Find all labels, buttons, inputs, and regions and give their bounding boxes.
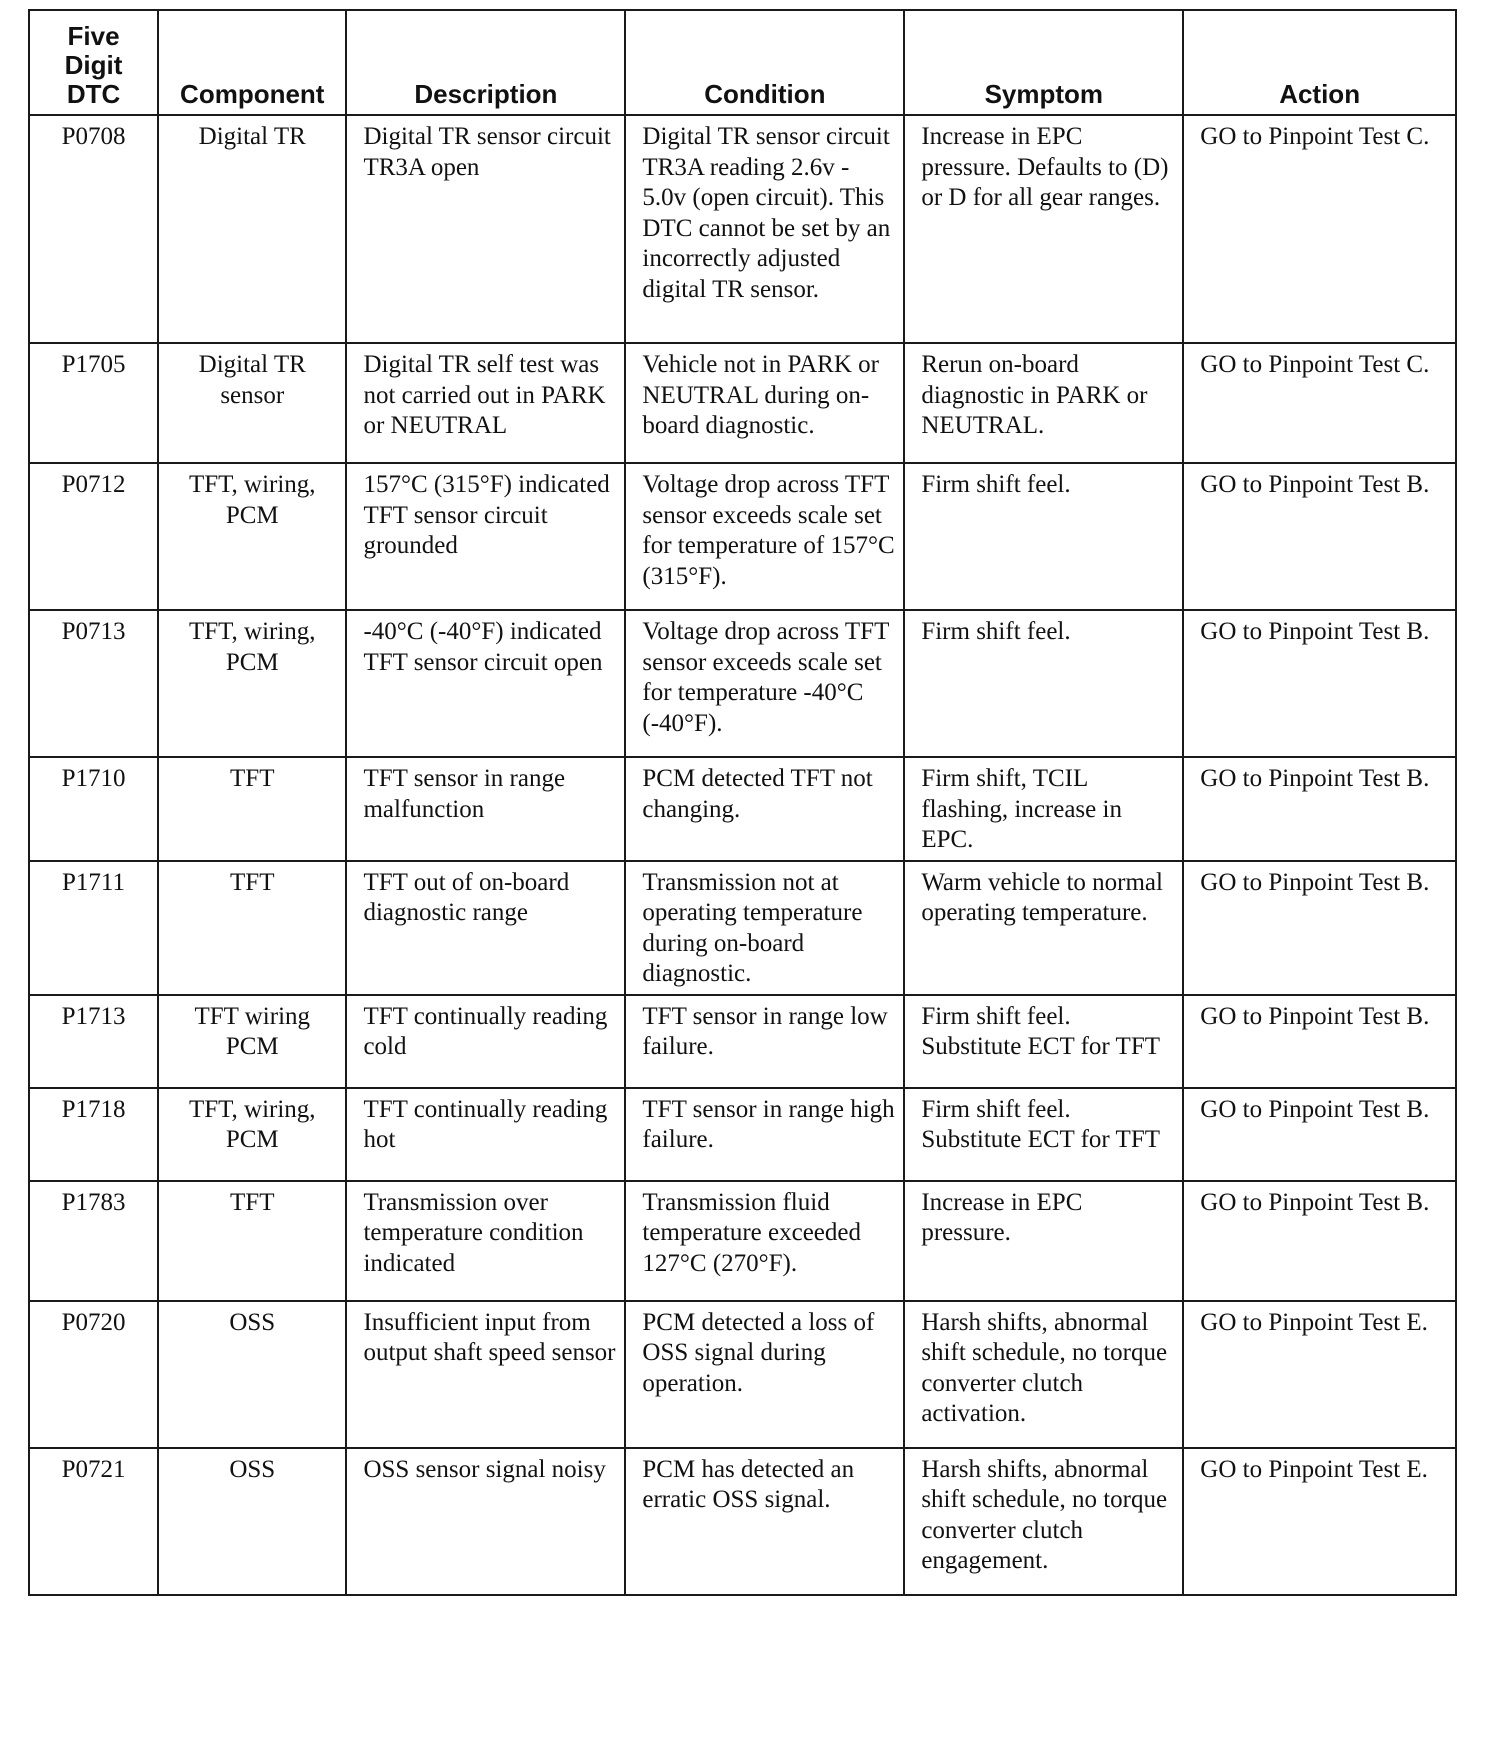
- header-dtc: [29, 10, 158, 115]
- description-cell: TFT continually reading cold: [346, 995, 625, 1088]
- header-symptom: Symptom: [904, 10, 1183, 115]
- condition-cell: Transmission not at operating temperature during on-board diagnostic.: [625, 861, 904, 995]
- condition-cell: TFT sensor in range low failure.: [625, 995, 904, 1088]
- action-cell: GO to Pinpoint Test B.: [1183, 1181, 1456, 1301]
- action-cell: GO to Pinpoint Test E.: [1183, 1301, 1456, 1448]
- table-row: [29, 757, 1456, 861]
- component-cell: Digital TR sensor: [158, 343, 346, 463]
- dtc-code-cell: P1711: [29, 861, 158, 995]
- component-cell: OSS: [158, 1448, 346, 1595]
- condition-cell: Voltage drop across TFT sensor exceeds scale set for temperature -40°C (-40°F).: [625, 610, 904, 757]
- condition-cell: Vehicle not in PARK or NEUTRAL during on-board diagnostic.: [625, 343, 904, 463]
- action-cell: GO to Pinpoint Test B.: [1183, 463, 1456, 610]
- description-cell: OSS sensor signal noisy: [346, 1448, 625, 1595]
- condition-cell: PCM has detected an erratic OSS signal.: [625, 1448, 904, 1595]
- table-row: [29, 115, 1456, 343]
- symptom-cell: Firm shift feel.: [904, 610, 1183, 757]
- dtc-code-cell: P0713: [29, 610, 158, 757]
- description-cell: Digital TR self test was not carried out in PARK or NEUTRAL: [346, 343, 625, 463]
- header-condition: Condition: [625, 10, 904, 115]
- table-row: [29, 861, 1456, 995]
- dtc-code-cell: P1705: [29, 343, 158, 463]
- component-cell: TFT: [158, 1181, 346, 1301]
- table-row: [29, 463, 1456, 610]
- dtc-code-cell: P1713: [29, 995, 158, 1088]
- action-cell: GO to Pinpoint Test B.: [1183, 861, 1456, 995]
- dtc-code-cell: P1710: [29, 757, 158, 861]
- header-dtc-line: Digit: [64, 50, 123, 80]
- symptom-cell: Firm shift feel. Substitute ECT for TFT: [904, 1088, 1183, 1181]
- dtc-code-cell: P0712: [29, 463, 158, 610]
- symptom-cell: Harsh shifts, abnormal shift schedule, no torque converter clutch engagement.: [904, 1448, 1183, 1595]
- description-cell: TFT sensor in range malfunction: [346, 757, 625, 861]
- action-cell: GO to Pinpoint Test B.: [1183, 610, 1456, 757]
- component-cell: OSS: [158, 1301, 346, 1448]
- action-cell: GO to Pinpoint Test E.: [1183, 1448, 1456, 1595]
- description-cell: Transmission over temperature condition indicated: [346, 1181, 625, 1301]
- dtc-table: [28, 9, 1457, 1596]
- description-cell: TFT out of on-board diagnostic range: [346, 861, 625, 995]
- description-cell: Insufficient input from output shaft speed sensor: [346, 1301, 625, 1448]
- dtc-code-cell: P0720: [29, 1301, 158, 1448]
- component-cell: Digital TR: [158, 115, 346, 343]
- header-row: [29, 10, 1456, 115]
- component-cell: TFT, wiring, PCM: [158, 463, 346, 610]
- condition-cell: PCM detected a loss of OSS signal during operation.: [625, 1301, 904, 1448]
- symptom-cell: Rerun on-board diagnostic in PARK or NEUTRAL.: [904, 343, 1183, 463]
- table-body: [29, 115, 1456, 1595]
- dtc-code-cell: P1718: [29, 1088, 158, 1181]
- table-row: [29, 343, 1456, 463]
- table-row: [29, 995, 1456, 1088]
- description-cell: 157°C (315°F) indicated TFT sensor circuit grounded: [346, 463, 625, 610]
- table-row: [29, 1301, 1456, 1448]
- table-row: [29, 1088, 1456, 1181]
- component-cell: TFT, wiring, PCM: [158, 610, 346, 757]
- symptom-cell: Firm shift feel. Substitute ECT for TFT: [904, 995, 1183, 1088]
- header-description: Description: [346, 10, 625, 115]
- symptom-cell: Warm vehicle to normal operating temperature.: [904, 861, 1183, 995]
- header-dtc-line: DTC: [66, 79, 121, 109]
- component-cell: TFT, wiring, PCM: [158, 1088, 346, 1181]
- action-cell: GO to Pinpoint Test C.: [1183, 343, 1456, 463]
- component-cell: TFT: [158, 861, 346, 995]
- dtc-code-cell: P0721: [29, 1448, 158, 1595]
- component-cell: TFT: [158, 757, 346, 861]
- description-cell: TFT continually reading hot: [346, 1088, 625, 1181]
- condition-cell: Digital TR sensor circuit TR3A reading 2.6v - 5.0v (open circuit). This DTC cannot be set by an incorrectly adjusted digital TR sensor.: [625, 115, 904, 343]
- symptom-cell: Increase in EPC pressure.: [904, 1181, 1183, 1301]
- header-dtc-line: Five: [67, 21, 120, 51]
- condition-cell: Voltage drop across TFT sensor exceeds scale set for temperature of 157°C (315°F).: [625, 463, 904, 610]
- table-row: [29, 1448, 1456, 1595]
- condition-cell: PCM detected TFT not changing.: [625, 757, 904, 861]
- symptom-cell: Increase in EPC pressure. Defaults to (D) or D for all gear ranges.: [904, 115, 1183, 343]
- action-cell: GO to Pinpoint Test B.: [1183, 1088, 1456, 1181]
- table-row: [29, 610, 1456, 757]
- description-cell: Digital TR sensor circuit TR3A open: [346, 115, 625, 343]
- symptom-cell: Firm shift, TCIL flashing, increase in EPC.: [904, 757, 1183, 861]
- symptom-cell: Firm shift feel.: [904, 463, 1183, 610]
- action-cell: GO to Pinpoint Test B.: [1183, 757, 1456, 861]
- condition-cell: TFT sensor in range high failure.: [625, 1088, 904, 1181]
- component-cell: TFT wiring PCM: [158, 995, 346, 1088]
- dtc-code-cell: P1783: [29, 1181, 158, 1301]
- table-row: [29, 1181, 1456, 1301]
- action-cell: GO to Pinpoint Test C.: [1183, 115, 1456, 343]
- dtc-code-cell: P0708: [29, 115, 158, 343]
- action-cell: GO to Pinpoint Test B.: [1183, 995, 1456, 1088]
- header-component: Component: [158, 10, 346, 115]
- header-action: Action: [1183, 10, 1456, 115]
- symptom-cell: Harsh shifts, abnormal shift schedule, no torque converter clutch activation.: [904, 1301, 1183, 1448]
- condition-cell: Transmission fluid temperature exceeded 127°C (270°F).: [625, 1181, 904, 1301]
- description-cell: -40°C (-40°F) indicated TFT sensor circuit open: [346, 610, 625, 757]
